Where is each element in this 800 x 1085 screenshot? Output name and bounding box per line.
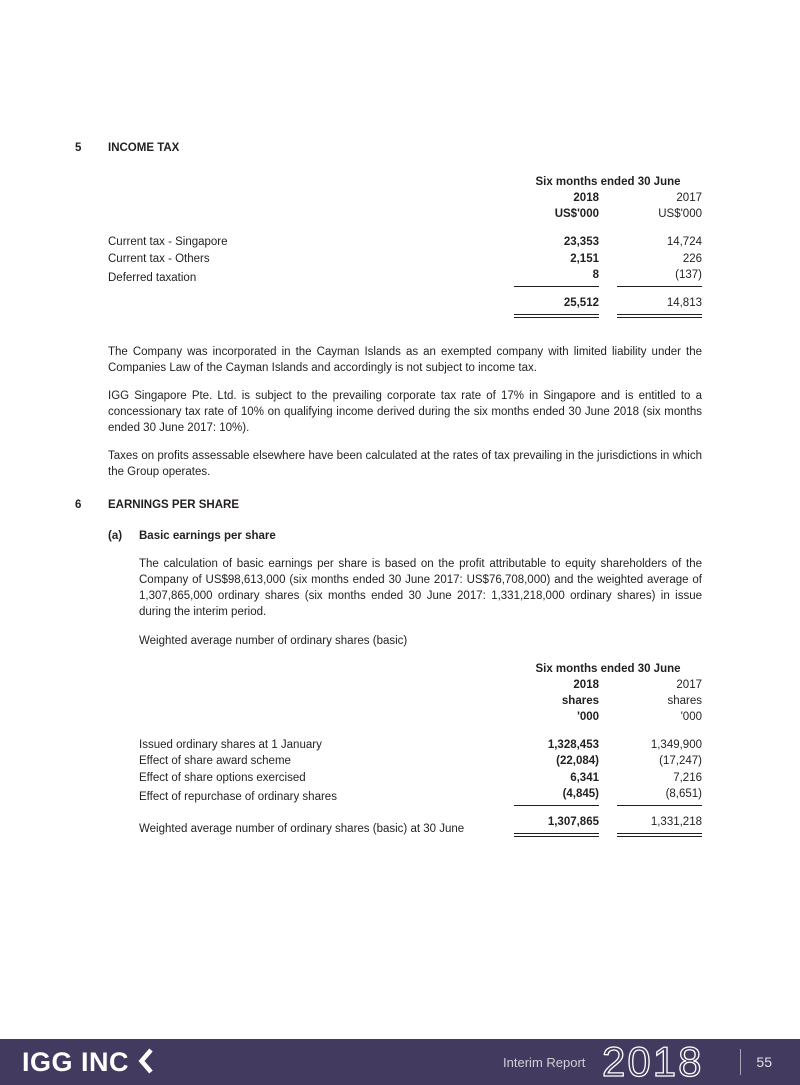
table-row bbox=[139, 753, 702, 770]
unit-shares-2018: shares bbox=[561, 694, 599, 707]
value-2018: 8 bbox=[514, 267, 599, 287]
footer-bar bbox=[0, 1039, 800, 1085]
total-2017: 14,813 bbox=[617, 295, 702, 318]
value-2017: (8,651) bbox=[617, 786, 702, 806]
total-2017: 1,331,218 bbox=[617, 814, 702, 837]
income-tax-table bbox=[108, 174, 702, 318]
unit-thousands-2017: '000 bbox=[680, 710, 702, 723]
value-2018: 23,353 bbox=[563, 236, 599, 248]
value-2017: (137) bbox=[617, 267, 702, 287]
table-body bbox=[139, 737, 702, 806]
value-2018: (22,084) bbox=[556, 755, 599, 767]
year-2018-header: 2018 bbox=[573, 678, 599, 691]
year-2017-header: 2017 bbox=[676, 678, 702, 691]
period-header: Six months ended 30 June bbox=[535, 662, 681, 675]
year-header-row bbox=[108, 190, 702, 206]
table-row bbox=[139, 786, 702, 806]
table-total-row bbox=[108, 295, 702, 318]
table-row bbox=[108, 234, 702, 251]
paragraph: The calculation of basic earnings per share is based on the profit attributable to equity shareholders of the Company of US$98,613,000 (six months ended 30 June 2017: US$76,708,000) and the weighted average of 1,307,865,000 ordinary shares (six months ended 30 June 2017: 1,331,218,000 ordinary shares) in issue during the interim period. bbox=[139, 557, 702, 618]
row-label: Issued ordinary shares at 1 January bbox=[139, 738, 322, 751]
section-5-heading bbox=[75, 140, 702, 156]
value-2017: 226 bbox=[682, 252, 702, 265]
table-row bbox=[108, 267, 702, 287]
subsection-letter: (a) bbox=[108, 529, 123, 542]
paragraph: Taxes on profits assessable elsewhere have been calculated at the rates of tax prevailing in the jurisdictions in which the Group operates. bbox=[108, 449, 702, 478]
table-body bbox=[108, 234, 702, 287]
value-2018: 6,341 bbox=[570, 771, 599, 784]
unit-header-row bbox=[139, 709, 702, 725]
report-label: Interim Report bbox=[503, 1054, 586, 1070]
section-title: EARNINGS PER SHARE bbox=[108, 498, 239, 511]
total-label: Weighted average number of ordinary shares (basic) at 30 June bbox=[139, 822, 465, 835]
footer-right bbox=[503, 1039, 772, 1085]
unit-header-row bbox=[139, 693, 702, 709]
row-label: Effect of share award scheme bbox=[139, 755, 291, 767]
section-title: INCOME TAX bbox=[108, 142, 180, 154]
svg-text:2018: 2018 bbox=[602, 1038, 704, 1083]
table-row bbox=[108, 251, 702, 268]
row-label: Current tax - Others bbox=[108, 252, 210, 265]
value-2018: 1,328,453 bbox=[547, 738, 599, 751]
year-header-row bbox=[139, 677, 702, 693]
row-label: Effect of share options exercised bbox=[139, 771, 306, 784]
total-2018: 1,307,865 bbox=[514, 814, 599, 837]
table-caption: Weighted average number of ordinary shares (basic) bbox=[139, 634, 408, 647]
subsection-a-heading bbox=[108, 528, 702, 544]
year-2017-header: 2017 bbox=[676, 192, 702, 204]
value-2017: 7,216 bbox=[673, 771, 702, 784]
page-content bbox=[75, 140, 702, 837]
unit-2018: US$'000 bbox=[554, 208, 599, 220]
brand-name: IGG INC bbox=[22, 1046, 130, 1077]
chevron-left-icon bbox=[138, 1048, 153, 1077]
big-year bbox=[600, 1039, 725, 1085]
unit-2017: US$'000 bbox=[658, 208, 702, 220]
table-total-row bbox=[139, 814, 702, 837]
section-6-heading bbox=[75, 497, 702, 513]
table-row bbox=[139, 737, 702, 754]
period-header: Six months ended 30 June bbox=[535, 176, 681, 188]
table-span-header-row bbox=[108, 174, 702, 190]
year-2018-header: 2018 bbox=[573, 192, 599, 204]
brand-logo bbox=[22, 1048, 153, 1077]
weighted-average-shares-table bbox=[139, 661, 702, 837]
section-number: 5 bbox=[75, 142, 82, 154]
row-label: Current tax - Singapore bbox=[108, 236, 228, 248]
table-row bbox=[139, 770, 702, 787]
value-2017: (17,247) bbox=[659, 755, 702, 767]
section-number: 6 bbox=[75, 498, 82, 511]
paragraph: IGG Singapore Pte. Ltd. is subject to the prevailing corporate tax rate of 17% in Singapore and is entitled to a concessionary tax rate of 10% on qualifying income derived during the six months ended 30 June 2018 (six months ended 30 June 2017: 10%). bbox=[108, 389, 702, 434]
page-number: 55 bbox=[756, 1054, 772, 1070]
row-label: Deferred taxation bbox=[108, 272, 197, 284]
unit-shares-2017: shares bbox=[667, 694, 702, 707]
page-number-divider bbox=[740, 1049, 741, 1075]
subsection-title: Basic earnings per share bbox=[139, 529, 276, 542]
value-2017: 1,349,900 bbox=[650, 738, 702, 751]
unit-header-row bbox=[108, 206, 702, 222]
table-span-header-row bbox=[139, 661, 702, 677]
value-2018: 2,151 bbox=[570, 252, 599, 265]
value-2017: 14,724 bbox=[666, 236, 702, 248]
unit-thousands-2018: '000 bbox=[577, 710, 599, 723]
value-2018: (4,845) bbox=[514, 786, 599, 806]
paragraph: The Company was incorporated in the Cayman Islands as an exempted company with limited liability under the Companies Law of the Cayman Islands and accordingly is not subject to income tax. bbox=[108, 345, 702, 374]
total-2018: 25,512 bbox=[514, 295, 599, 318]
row-label: Effect of repurchase of ordinary shares bbox=[139, 791, 337, 803]
